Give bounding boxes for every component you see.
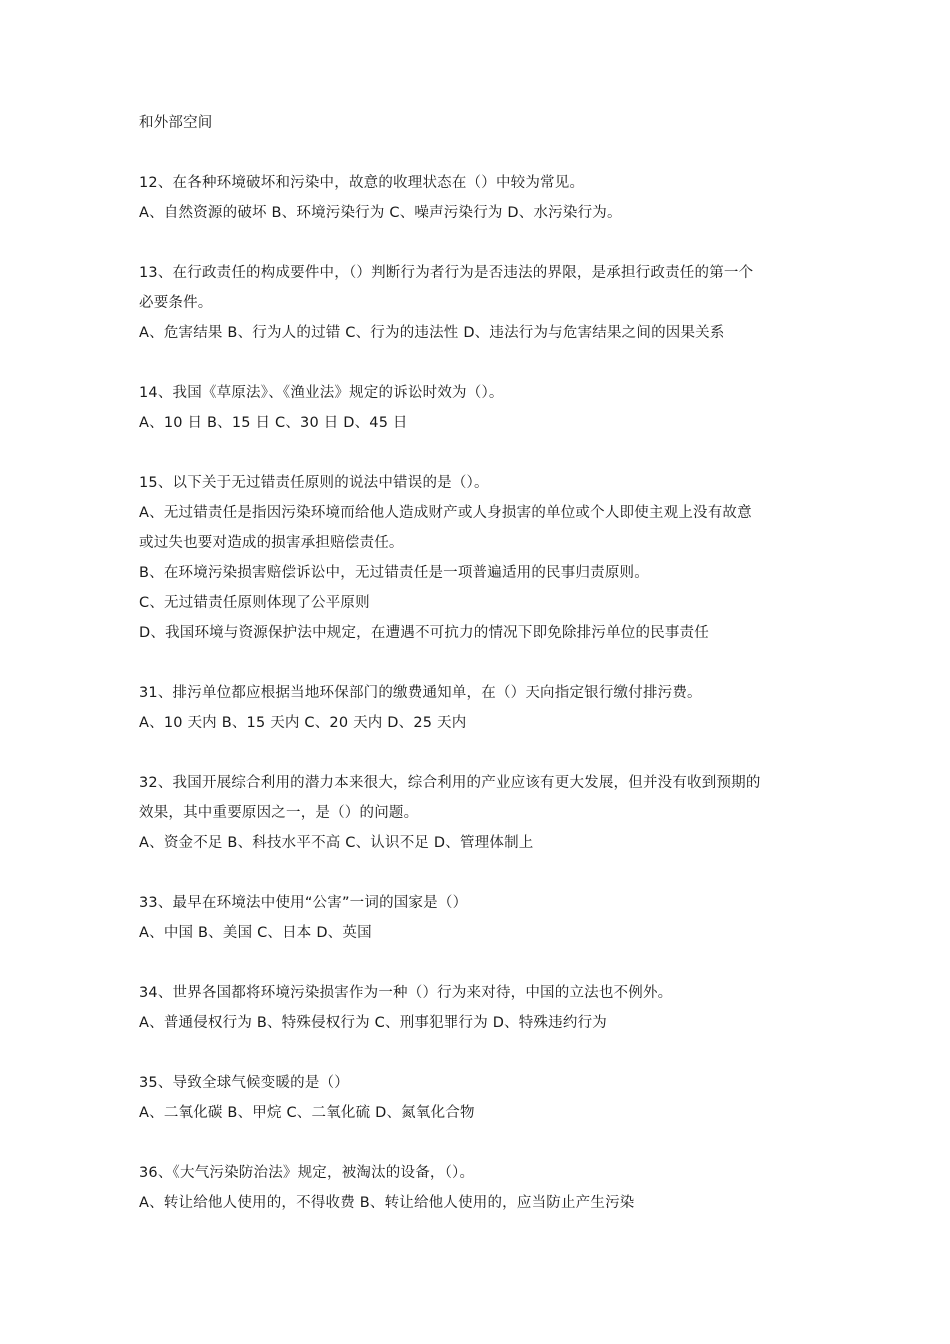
question-options: A、危害结果 B、行为人的过错 C、行为的违法性 D、违法行为与危害结果之间的因果关系 <box>139 325 725 341</box>
question-block <box>139 168 819 228</box>
question-spacer <box>139 858 819 888</box>
question-spacer <box>139 1128 819 1158</box>
question-stem: 13、在行政责任的构成要件中，（）判断行为者行为是否违法的界限，是承担行政责任的第一个 <box>139 265 754 281</box>
question-options: A、资金不足 B、科技水平不高 C、认识不足 D、管理体制上 <box>139 835 534 851</box>
question-block <box>139 888 819 948</box>
question-options: B、在环境污染损害赔偿诉讼中，无过错责任是一项普遍适用的民事归责原则。 <box>139 565 649 581</box>
question-spacer <box>139 948 819 978</box>
question-block <box>139 678 819 738</box>
question-block <box>139 768 819 858</box>
question-options: A、无过错责任是指因污染环境而给他人造成财产或人身损害的单位或个人即使主观上没有故意 <box>139 505 752 521</box>
question-options: D、我国环境与资源保护法中规定，在遭遇不可抗力的情况下即免除排污单位的民事责任 <box>139 625 709 641</box>
question-spacer <box>139 1038 819 1068</box>
question-stem: 必要条件。 <box>139 295 213 311</box>
question-spacer <box>139 138 819 168</box>
question-spacer <box>139 438 819 468</box>
question-stem: 12、在各种环境破坏和污染中，故意的收理状态在（）中较为常见。 <box>139 175 585 191</box>
question-options: A、中国 B、美国 C、日本 D、英国 <box>139 925 372 941</box>
question-block <box>139 378 819 438</box>
question-options: A、自然资源的破坏 B、环境污染行为 C、噪声污染行为 D、水污染行为。 <box>139 205 622 221</box>
question-options: A、普通侵权行为 B、特殊侵权行为 C、刑事犯罪行为 D、特殊违约行为 <box>139 1015 607 1031</box>
question-spacer <box>139 348 819 378</box>
question-stem: 31、排污单位都应根据当地环保部门的缴费通知单，在（）天向指定银行缴付排污费。 <box>139 685 702 701</box>
question-options: A、10 天内 B、15 天内 C、20 天内 D、25 天内 <box>139 715 467 731</box>
question-spacer <box>139 228 819 258</box>
question-stem: 14、我国《草原法》、《渔业法》规定的诉讼时效为（）。 <box>139 385 504 401</box>
question-block <box>139 1068 819 1128</box>
question-options: A、转让给他人使用的，不得收费 B、转让给他人使用的，应当防止产生污染 <box>139 1195 635 1211</box>
question-stem: 32、我国开展综合利用的潜力本来很大，综合利用的产业应该有更大发展，但并没有收到预期的 <box>139 775 761 791</box>
question-options: A、10 日 B、15 日 C、30 日 D、45 日 <box>139 415 408 431</box>
question-block <box>139 468 819 648</box>
question-options: C、无过错责任原则体现了公平原则 <box>139 595 370 611</box>
question-stem: 33、最早在环境法中使用“公害”一词的国家是（） <box>139 895 468 911</box>
question-stem: 效果，其中重要原因之一，是（）的问题。 <box>139 805 419 821</box>
question-block <box>139 978 819 1038</box>
question-stem: 34、世界各国都将环境污染损害作为一种（）行为来对待，中国的立法也不例外。 <box>139 985 673 1001</box>
question-stem: 36、《大气污染防治法》规定，被淘汰的设备，（）。 <box>139 1165 475 1181</box>
question-block <box>139 258 819 348</box>
question-options: 或过失也要对造成的损害承担赔偿责任。 <box>139 535 404 551</box>
question-stem: 15、以下关于无过错责任原则的说法中错误的是（）。 <box>139 475 489 491</box>
intro-text: 和外部空间 <box>139 115 213 131</box>
question-options: A、二氧化碳 B、甲烷 C、二氧化硫 D、氮氧化合物 <box>139 1105 475 1121</box>
question-stem: 35、导致全球气候变暖的是（） <box>139 1075 349 1091</box>
question-block <box>139 1158 819 1218</box>
question-spacer <box>139 648 819 678</box>
document-body <box>139 108 819 1218</box>
question-spacer <box>139 738 819 768</box>
